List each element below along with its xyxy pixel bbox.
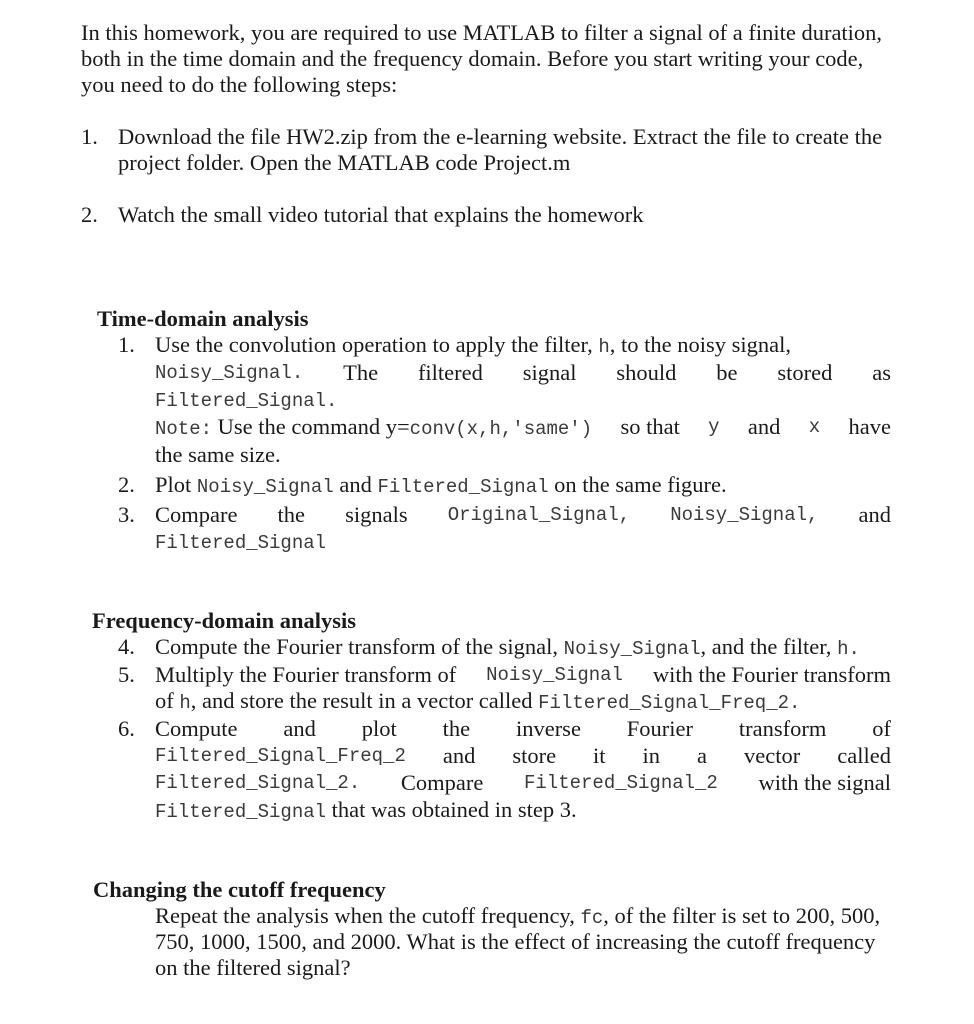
intro-line-3: you need to do the following steps:: [81, 72, 398, 97]
word: Compute: [155, 716, 238, 741]
word: plot: [361, 716, 397, 741]
freq-domain-heading: Frequency-domain analysis: [92, 608, 356, 633]
fd-item-5-line-1: [155, 662, 891, 688]
word: and: [858, 502, 891, 527]
word: and: [339, 472, 372, 497]
cutoff-line-1: [155, 903, 880, 931]
word: should: [616, 360, 677, 385]
word: it: [593, 743, 606, 768]
step-2-line-1: Watch the small video tutorial that explains the homework: [118, 202, 644, 227]
word: store: [512, 743, 557, 768]
word: , of the filter is set to 200, 500,: [603, 903, 881, 928]
word: be: [716, 360, 738, 385]
word: Plot: [155, 472, 192, 497]
code-filtered-signal-2: Filtered_Signal_2: [524, 772, 718, 794]
code-filtered-signal: Filtered_Signal: [155, 801, 327, 823]
fd-item-6-line-2: [155, 743, 891, 769]
cutoff-heading: Changing the cutoff frequency: [93, 877, 386, 902]
td-item-1-number: 1.: [118, 332, 135, 357]
td-item-3-line-2: [155, 528, 326, 556]
word: and: [747, 414, 781, 439]
fd-item-5-number: 5.: [118, 662, 135, 687]
word: on the same figure.: [554, 472, 727, 497]
fd-item-4-line: [155, 634, 860, 662]
word: Repeat the analysis when the cutoff frequency,: [155, 903, 575, 928]
td-item-3-line-1: [155, 502, 891, 528]
word: Compare: [400, 770, 484, 795]
code-x: x: [808, 416, 821, 438]
word: of: [155, 688, 174, 713]
fd-item-6-line-1: [155, 716, 891, 742]
word: have: [848, 414, 891, 439]
code-noisy-signal: Noisy_Signal,: [670, 504, 819, 526]
word: of: [872, 716, 891, 741]
code-original-signal: Original_Signal,: [447, 504, 631, 526]
word: signal: [522, 360, 577, 385]
intro-line-2: both in the time domain and the frequency domain. Before you start writing your code,: [81, 46, 864, 71]
td-item-1-text-b: , to the noisy signal,: [609, 332, 792, 357]
code-noisy-signal: Noisy_Signal.: [155, 362, 304, 384]
time-domain-heading: Time-domain analysis: [97, 306, 309, 331]
word: stored: [777, 360, 833, 385]
word: filtered: [417, 360, 483, 385]
word: the: [442, 716, 471, 741]
code-filtered-signal: Filtered_Signal: [155, 532, 327, 554]
fd-item-4-number: 4.: [118, 634, 135, 659]
code-fc: fc: [580, 907, 604, 929]
code-filtered-signal-2: Filtered_Signal_2.: [155, 772, 361, 794]
cutoff-line-3: on the filtered signal?: [155, 955, 351, 980]
step-2-number: 2.: [81, 202, 98, 227]
step-1-number: 1.: [81, 124, 98, 149]
word: so that: [620, 414, 680, 439]
fd-item-6-line-3: [155, 770, 891, 796]
fd-item-6-line-4: [155, 797, 577, 825]
word: vector: [744, 743, 801, 768]
step-1-line-1: Download the file HW2.zip from the e-learning website. Extract the file to create the: [118, 124, 883, 149]
code-h: h.: [837, 638, 860, 660]
td-item-1-note: [155, 414, 891, 442]
td-item-2-number: 2.: [118, 472, 135, 497]
td-item-3-number: 3.: [118, 502, 135, 527]
word: Compute the Fourier transform of the signal,: [155, 634, 559, 659]
word: , and store the result in a vector called: [190, 688, 533, 713]
cutoff-line-2: 750, 1000, 1500, and 2000. What is the effect of increasing the cutoff frequency: [155, 929, 876, 954]
word: Multiply the Fourier transform of: [155, 662, 457, 687]
td-item-1-line-3: [155, 386, 337, 414]
td-item-2-line: [155, 472, 727, 500]
word: and: [442, 743, 476, 768]
word: a: [697, 743, 708, 768]
code-filtered-signal-freq-2: Filtered_Signal_Freq_2.: [538, 692, 801, 714]
word: that was obtained in step 3.: [331, 797, 577, 822]
word: in: [642, 743, 661, 768]
td-item-1-line-1: [155, 332, 891, 360]
code-h: h: [598, 336, 610, 358]
word: , and the filter,: [700, 634, 832, 659]
word: with the Fourier transform: [652, 662, 891, 687]
word: Compare: [155, 502, 238, 527]
word: signals: [345, 502, 408, 527]
fd-item-6-number: 6.: [118, 716, 135, 741]
word: Fourier: [626, 716, 694, 741]
code-noisy-signal: Noisy_Signal: [196, 476, 334, 498]
code-conv: conv(x,h,'same'): [409, 418, 593, 440]
word: transform: [738, 716, 827, 741]
code-noisy-signal: Noisy_Signal: [563, 638, 701, 660]
fd-item-5-line-2: [155, 688, 800, 716]
word: as: [872, 360, 891, 385]
word: the: [277, 502, 306, 527]
word: and: [283, 716, 316, 741]
note-text: Use the command y=: [217, 414, 410, 439]
word: with the signal: [758, 770, 891, 795]
code-filtered-signal: Filtered_Signal: [377, 476, 549, 498]
word: The: [343, 360, 379, 385]
code-filtered-signal-freq-2: Filtered_Signal_Freq_2: [155, 745, 406, 767]
word: called: [837, 743, 891, 768]
code-y: y: [708, 416, 720, 438]
note-label: Note:: [155, 418, 213, 440]
td-item-1-same-size: the same size.: [155, 442, 281, 467]
step-1-line-2: project folder. Open the MATLAB code Project.m: [118, 150, 571, 175]
code-h: h: [179, 692, 191, 714]
intro-line-1: In this homework, you are required to use MATLAB to filter a signal of a finite duration,: [81, 20, 883, 45]
td-item-1-line-2: [155, 360, 891, 386]
td-item-1-text: Use the convolution operation to apply the filter,: [155, 332, 593, 357]
word: inverse: [515, 716, 581, 741]
code-noisy-signal: Noisy_Signal: [486, 664, 623, 686]
code-filtered-signal: Filtered_Signal.: [155, 390, 338, 412]
